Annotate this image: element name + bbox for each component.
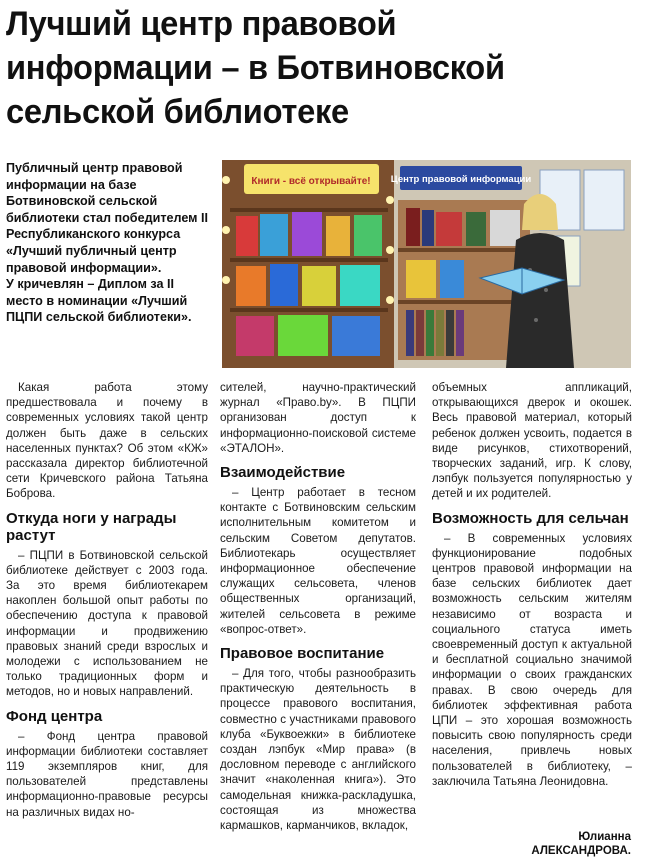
body-paragraph: сителей, научно-практический журнал «Право.by». В ПЦПИ организован доступ к информационно-поисковой системе «ЭТАЛОН». <box>220 381 416 455</box>
article-column-1 <box>6 380 208 820</box>
lead-paragraph: Публичный центр правовой информации на базе Ботвиновской сельской библиотеки стал победителем II Республиканского конкурса «Лучший публичный центр правовой информации». <box>6 161 208 275</box>
author-last-name: АЛЕКСАНДРОВА. <box>531 845 631 857</box>
article-lead <box>6 160 211 326</box>
body-paragraph: Какая работа этому предшествовала и почему в современных условиях такой центр должен быть даже в сельских населенных пунктах? Об этом «КЖ» рассказала директор библиотечной сети Кричевского района Татьяна Боброва. <box>6 381 208 501</box>
body-paragraph: – Для того, чтобы разнообразить практическую деятельность в процессе правового воспитания, совместно с участниками правового клуба «Буквоежки» в библиотеке создан лэпбук «Мир права» (в дословном переводе с английского значит «наколенная книга»). Это самодельная книжка-раскладушка, состоящая из множества кармашков, карманчиков, вкладок, <box>220 667 416 833</box>
library-photo-illustration <box>222 160 631 368</box>
body-paragraph: – Фонд центра правовой информации библиотеки составляет 119 экземпляров книг, для пользователей представлены информационно-правовые ресурсы на различных видах но- <box>6 729 208 819</box>
article-photo <box>222 160 631 368</box>
body-paragraph: объемных аппликаций, открывающихся дверок и окошек. Весь правовой материал, который ребенок должен усвоить, подается в виде рисунков, стихотворений, творческих заданий, игр. К слову, лэпбук пользуется популярностью у детей и их родителей. <box>432 381 632 501</box>
section-heading: Фонд центра <box>6 707 103 725</box>
body-paragraph: – Центр работает в тесном контакте с Ботвиновским сельским исполнительным комитетом и сельским Советом депутатов. Библиотекарь осуществляет информационное обеспечение служащих сельсовета, членов общественных организаций, жителей сельсовета в режиме «вопрос-ответ». <box>220 486 416 636</box>
section-heading: Откуда ноги у награды растут <box>6 509 177 544</box>
section-heading: Взаимодействие <box>220 464 346 482</box>
body-paragraph: – В современных условиях функционирование подобных центров правовой информации на базе сельских библиотек дает возможность сельским жителям независимо от возраста и социального статуса иметь своевременный доступ к актуальной и бесплатной социально значимой информации о своих гражданских правах. В свою очередь для библиотек эффективная работа ЦПИ – это хорошая возможность повысить свою популярность среди населения, привлечь новых пользователей в библиотеку, – заключила Татьяна Леонидовна. <box>432 531 632 788</box>
article-column-3 <box>432 380 632 789</box>
article-column-2 <box>220 380 416 833</box>
author-signature <box>531 830 631 858</box>
author-first-name: Юлианна <box>578 831 631 843</box>
lead-paragraph: У кричевлян – Диплом за II место в номинации «Лучший ПЦПИ сельской библиотеки». <box>6 277 192 325</box>
section-heading: Правовое воспитание <box>220 645 385 663</box>
section-heading: Возможность для сельчан <box>432 509 629 527</box>
body-paragraph: – ПЦПИ в Ботвиновской сельской библиотеке действует с 2003 года. За это время библиотекарем накоплен большой опыт работы по обеспечению доступа к правовой информации и продвижению правовых знаний среди взрослых и молодежи с использованием не только традиционных форм и методов, но и новых направлений. <box>6 548 208 699</box>
banner-right-text: Центр правовой информации <box>390 174 532 185</box>
article-headline: Лучший центр правовой информации – в Ботвиновской сельской библиотеке <box>6 5 505 131</box>
banner-left-text: Книги - всё открывайте! <box>251 176 371 187</box>
